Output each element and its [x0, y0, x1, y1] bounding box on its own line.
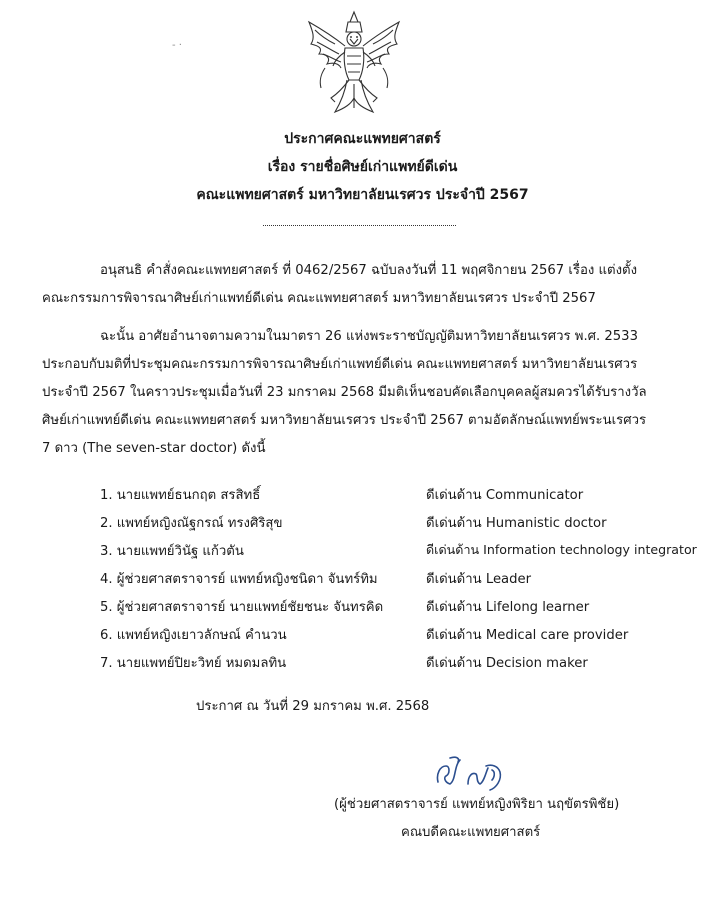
awardee-name: 7. นายแพทย์ปิยะวิทย์ หมดมลทิน: [100, 656, 287, 671]
awardee-award: ดีเด่นด้าน Medical care provider: [426, 628, 629, 643]
header-divider: [263, 225, 456, 226]
handwritten-signature: [430, 752, 520, 794]
awardee-name: 4. ผู้ช่วยศาสตราจารย์ แพทย์หญิงชนิดา จันทร์ทิม: [100, 572, 378, 587]
awardee-name: 3. นายแพทย์วินัฐ แก้วตัน: [100, 544, 244, 559]
awardee-name: 6. แพทย์หญิงเยาวลักษณ์ คำนวน: [100, 628, 287, 643]
paragraph-2-line-4: ศิษย์เก่าแพทย์ดีเด่น คณะแพทยศาสตร์ มหาวิทยาลัยนเรศวร ประจำปี 2567 ตามอัตลักษณ์แพทย์พระนเรศวร: [42, 413, 647, 428]
awardee-award: ดีเด่นด้าน Lifelong learner: [426, 600, 590, 615]
signatory-name: (ผู้ช่วยศาสตราจารย์ แพทย์หญิงพิริยา นฤขัตรพิชัย): [334, 797, 620, 812]
list-item: [100, 596, 720, 616]
awardee-award: ดีเด่นด้าน Humanistic doctor: [426, 516, 607, 531]
awardee-award: ดีเด่นด้าน Leader: [426, 572, 532, 587]
paragraph-2-line-1: ฉะนั้น อาศัยอำนาจตามความในมาตรา 26 แห่งพระราชบัญญัติมหาวิทยาลัยนเรศวร พ.ศ. 2533: [100, 329, 638, 344]
paragraph-2-line-3: ประจำปี 2567 ในคราวประชุมเมื่อวันที่ 23 มกราคม 2568 มีมติเห็นชอบคัดเลือกบุคคลผู้สมควรได้รับรางวัล: [42, 385, 647, 400]
list-item: [100, 512, 720, 532]
awardee-name: 1. นายแพทย์ธนกฤต สรสิทธิ์: [100, 488, 261, 503]
paragraph-1-line-2: คณะกรรมการพิจารณาศิษย์เก่าแพทย์ดีเด่น คณะแพทยศาสตร์ มหาวิทยาลัยนเรศวร ประจำปี 2567: [42, 291, 596, 306]
awardee-award: ดีเด่นด้าน Decision maker: [426, 656, 588, 671]
list-item: [100, 568, 720, 588]
list-item: [100, 624, 720, 644]
list-item: [100, 484, 720, 504]
announcement-title: ประกาศคณะแพทยศาสตร์: [284, 131, 441, 147]
garuda-emblem-icon: [295, 8, 413, 118]
paragraph-1-line-1: อนุสนธิ คำสั่งคณะแพทยศาสตร์ ที่ 0462/2567 ฉบับลงวันที่ 11 พฤศจิกายน 2567 เรื่อง แต่งตั้ง: [100, 263, 638, 278]
signatory-position: คณบดีคณะแพทยศาสตร์: [401, 825, 541, 840]
announce-date: ประกาศ ณ วันที่ 29 มกราคม พ.ศ. 2568: [196, 699, 430, 714]
awardee-award: ดีเด่นด้าน Information technology integrator: [426, 542, 697, 557]
announcement-faculty-year: คณะแพทยศาสตร์ มหาวิทยาลัยนเรศวร ประจำปี 2567: [196, 187, 529, 203]
paragraph-2-line-2: ประกอบกับมติที่ประชุมคณะกรรมการพิจารณาศิษย์เก่าแพทย์ดีเด่น คณะแพทยศาสตร์ มหาวิทยาลัยนเรศวร: [42, 357, 638, 372]
paragraph-2-line-5: 7 ดาว (The seven-star doctor) ดังนี้: [42, 441, 266, 456]
awardee-name: 5. ผู้ช่วยศาสตราจารย์ นายแพทย์ชัยชนะ จันทรคิด: [100, 600, 384, 615]
list-item: [100, 652, 720, 672]
awardee-award: ดีเด่นด้าน Communicator: [426, 488, 584, 503]
announcement-subject: เรื่อง รายชื่อศิษย์เก่าแพทย์ดีเด่น: [267, 159, 458, 175]
list-item: [100, 540, 720, 560]
scan-speck: - ·: [172, 40, 182, 51]
awardee-name: 2. แพทย์หญิงณัฐกรณ์ ทรงศิริสุข: [100, 516, 283, 531]
